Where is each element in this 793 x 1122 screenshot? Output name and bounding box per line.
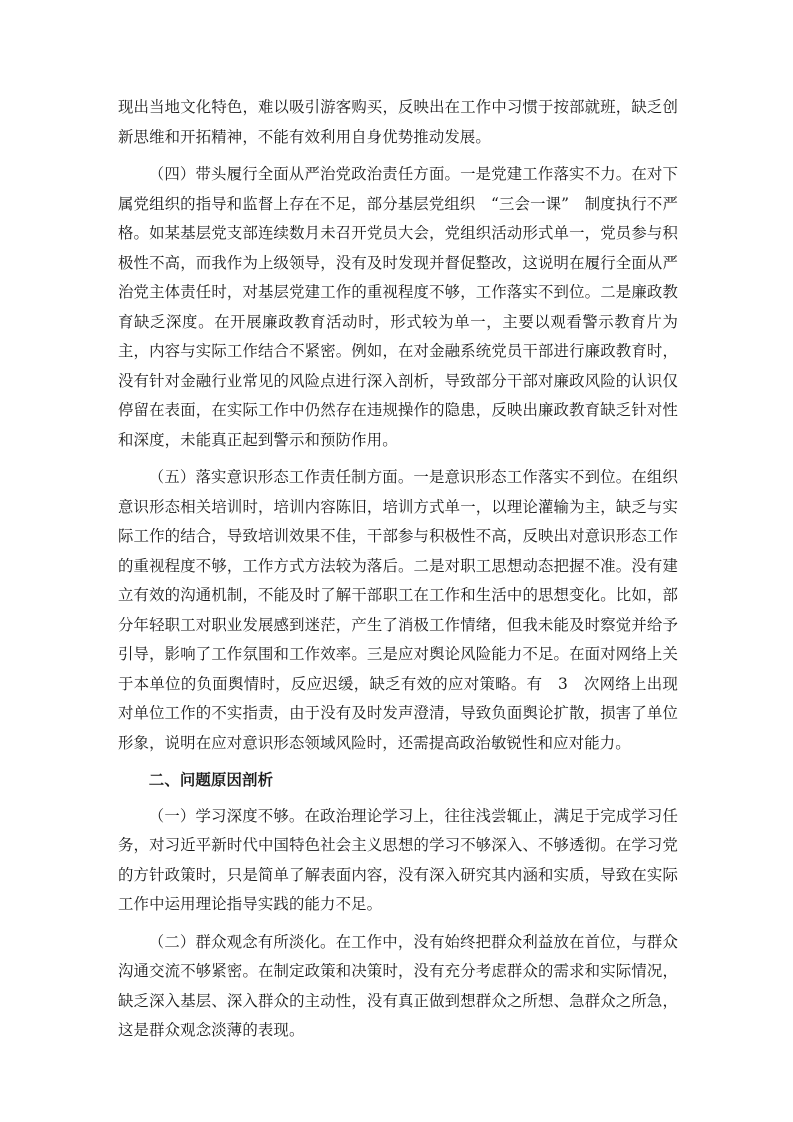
- section-heading-cause-analysis: 二、问题原因剖析: [148, 771, 274, 789]
- paragraph-continuation: 现出当地文化特色，难以吸引游客购买，反映出在工作中习惯于按部就班，缺乏创新思维和开拓精神，不能有效利用自身优势推动发展。: [118, 98, 678, 146]
- paragraph-cause-two: （二）群众观念有所淡化。在工作中，没有始终把群众利益放在首位，与群众沟通交流不够紧密。在制定政策和决策时，没有充分考虑群众的需求和实际情况，缺乏深入基层、深入群众的主动性，没有真正做到想群众之所想、急群众之所急，这是群众观念淡薄的表现。: [118, 932, 678, 1039]
- paragraph-section-four: （四）带头履行全面从严治党政治责任方面。一是党建工作落实不力。在对下属党组织的指导和监督上存在不足，部分基层党组织 “三会一课” 制度执行不严格。如某基层党支部连续数月未召开党员大会，党组织活动形式单一，党员参与积极性不高，而我作为上级领导，没有及时发现并督促整改，这说明在履行全面从严治党主体责任时，对基层党建工作的重视程度不够，工作落实不到位。二是廉政教育缺乏深度。在开展廉政教育活动时，形式较为单一，主要以观看警示教育片为主，内容与实际工作结合不紧密。例如，在对金融系统党员干部进行廉政教育时，没有针对金融行业常见的风险点进行深入剖析，导致部分干部对廉政风险的认识仅停留在表面，在实际工作中仍然存在违规操作的隐患，反映出廉政教育缺乏针对性和深度，未能真正起到警示和预防作用。: [118, 165, 678, 449]
- paragraph-section-five: （五）落实意识形态工作责任制方面。一是意识形态工作落实不到位。在组织意识形态相关培训时，培训内容陈旧，培训方式单一，以理论灌输为主，缺乏与实际工作的结合，导致培训效果不佳，干部参与积极性不高，反映出对意识形态工作的重视程度不够，工作方式方法较为落后。二是对职工思想动态把握不准。没有建立有效的沟通机制，不能及时了解干部职工在工作和生活中的思想变化。比如，部分年轻职工对职业发展感到迷茫，产生了消极工作情绪，但我未能及时察觉并给予引导，影响了工作氛围和工作效率。三是应对舆论风险能力不足。在面对网络上关于本单位的负面舆情时，反应迟缓，缺乏有效的应对策略。有 3 次网络上出现对单位工作的不实指责，由于没有及时发声澄清，导致负面舆论扩散，损害了单位形象，说明在应对意识形态领域风险时，还需提高政治敏锐性和应对能力。: [118, 468, 678, 752]
- paragraph-cause-one: （一）学习深度不够。在政治理论学习上，往往浅尝辄止，满足于完成学习任务，对习近平新时代中国特色社会主义思想的学习不够深入、不够透彻。在学习党的方针政策时，只是简单了解表面内容，没有深入研究其内涵和实质，导致在实际工作中运用理论指导实践的能力不足。: [118, 806, 678, 913]
- document-body: [118, 93, 678, 1054]
